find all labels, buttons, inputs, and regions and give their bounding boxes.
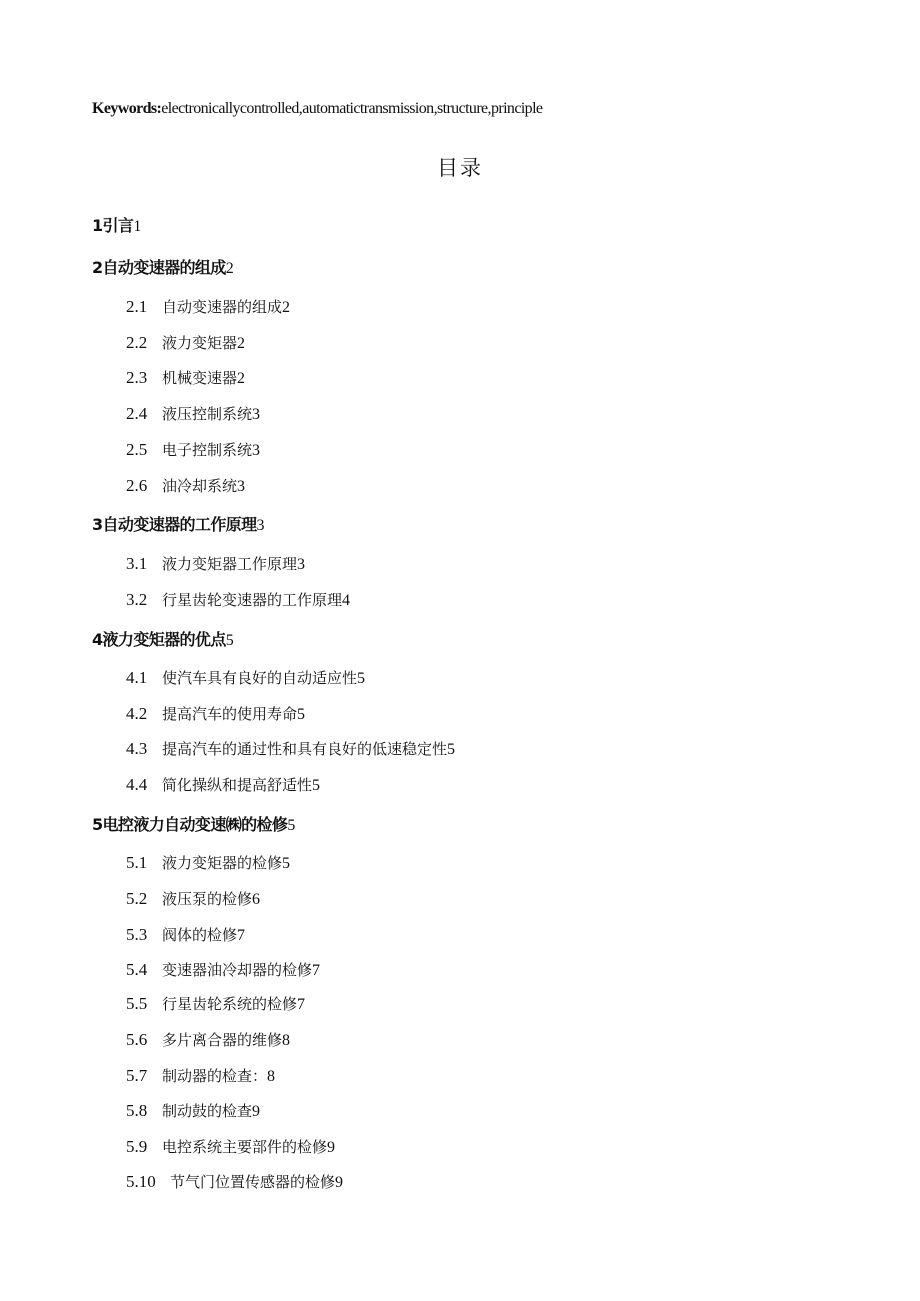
- toc-section-number: 5.9: [126, 1137, 148, 1156]
- toc-section: [126, 739, 455, 760]
- toc-section: [126, 1137, 335, 1158]
- toc-section-number: 5.4: [126, 960, 148, 979]
- toc-entry-title: 阀体的检修: [162, 926, 238, 944]
- toc-section-number: 2.3: [126, 368, 148, 387]
- toc-chapter: [92, 815, 295, 836]
- toc-section-number: 4.1: [126, 668, 148, 687]
- toc-entry-title: 液力变矩器工作原理: [162, 555, 298, 573]
- toc-section: [126, 297, 290, 318]
- toc-entry-title: 液力变矩器的检修: [162, 854, 283, 872]
- toc-section-number: 2.6: [126, 476, 148, 495]
- toc-page-number: 3: [237, 478, 246, 495]
- toc-entry-title: 液压泵的检修: [162, 890, 253, 908]
- toc-page-number: 1: [133, 218, 141, 235]
- toc-page-number: 3: [297, 556, 306, 573]
- toc-page-number: 5: [297, 706, 306, 723]
- toc-section: [126, 404, 260, 425]
- toc-section: [126, 1172, 343, 1193]
- toc-section-number: 5.6: [126, 1030, 148, 1049]
- toc-title: 目录: [437, 156, 483, 180]
- toc-entry-title: 油冷却系统: [162, 477, 238, 495]
- toc-section: [126, 440, 260, 461]
- toc-section-number: 5.5: [126, 994, 148, 1013]
- toc-page-number: 9: [335, 1174, 344, 1191]
- toc-page-number: 7: [237, 927, 246, 944]
- toc-section-number: 5.8: [126, 1101, 148, 1120]
- toc-page-number: 7: [297, 996, 306, 1013]
- toc-entry-title: 提高汽车的使用寿命: [162, 705, 298, 723]
- toc-entry-title: 提高汽车的通过性和具有良好的低速稳定性: [162, 740, 448, 758]
- toc-page-number: 8: [282, 1032, 291, 1049]
- toc-section: [126, 994, 305, 1015]
- keywords-line: [92, 100, 542, 118]
- keywords-text: electronicallycontrolled,automatictransmission,structure,principle: [161, 100, 543, 117]
- toc-page-number: 4: [342, 592, 351, 609]
- toc-page-number: 5: [225, 632, 234, 649]
- toc-section-number: 4.4: [126, 775, 148, 794]
- toc-entry-title: 2自动变速器的组成: [92, 258, 226, 277]
- toc-section: [126, 1101, 260, 1122]
- toc-page-number: 2: [237, 335, 246, 352]
- toc-entry-title: 自动变速器的组成: [162, 298, 283, 316]
- toc-entry-title: 行星齿轮系统的检修: [162, 995, 298, 1013]
- toc-page-number: 7: [312, 962, 321, 979]
- toc-section-number: 3.2: [126, 590, 148, 609]
- toc-section-number: 2.5: [126, 440, 148, 459]
- toc-section: [126, 775, 320, 796]
- toc-section: [126, 1066, 275, 1087]
- toc-page-number: 5: [312, 777, 321, 794]
- toc-entry-title: 液压控制系统: [162, 405, 253, 423]
- toc-section-number: 5.3: [126, 925, 148, 944]
- toc-entry-title: 制动器的检查：: [162, 1067, 268, 1085]
- toc-section-number: 2.2: [126, 333, 148, 352]
- toc-entry-title: 5电控液力自动变速㈱的检修: [92, 815, 288, 834]
- toc-section-number: 4.3: [126, 739, 148, 758]
- toc-page-number: 9: [327, 1139, 336, 1156]
- toc-page-number: 8: [267, 1068, 276, 1085]
- toc-entry-title: 变速器油冷却器的检修: [162, 961, 313, 979]
- toc-page-number: 9: [252, 1103, 261, 1120]
- toc-entry-title: 行星齿轮变速器的工作原理: [162, 591, 343, 609]
- toc-section: [126, 853, 290, 874]
- toc-section-number: 4.2: [126, 704, 148, 723]
- toc-entry-title: 使汽车具有良好的自动适应性: [162, 669, 358, 687]
- toc-page-number: 5: [447, 741, 456, 758]
- keywords-label: Keywords:: [92, 100, 162, 117]
- toc-section: [126, 333, 245, 354]
- toc-page-number: 3: [252, 406, 261, 423]
- toc-page-number: 2: [282, 299, 291, 316]
- toc-chapter: [92, 216, 141, 237]
- toc-page-number: 2: [225, 260, 234, 277]
- toc-entry-title: 1引言: [92, 216, 134, 235]
- toc-page-number: 2: [237, 370, 246, 387]
- toc-page-number: 6: [252, 891, 261, 908]
- toc-section-number: 5.7: [126, 1066, 148, 1085]
- toc-entry-title: 液力变矩器: [162, 334, 238, 352]
- toc-section-number: 5.10: [126, 1172, 156, 1191]
- toc-section: [126, 889, 260, 910]
- toc-section-number: 3.1: [126, 554, 148, 573]
- toc-page-number: 5: [287, 817, 295, 834]
- toc-section: [126, 368, 245, 389]
- toc-entry-title: 4液力变矩器的优点: [92, 630, 226, 649]
- toc-chapter: [92, 515, 264, 536]
- toc-section-number: 2.1: [126, 297, 148, 316]
- toc-entry-title: 3自动变速器的工作原理: [92, 515, 257, 534]
- toc-page-number: 5: [282, 855, 291, 872]
- toc-section: [126, 960, 320, 981]
- toc-section-number: 5.2: [126, 889, 148, 908]
- toc-entry-title: 电子控制系统: [162, 441, 253, 459]
- toc-entry-title: 多片离合器的维修: [162, 1031, 283, 1049]
- toc-page-number: 5: [357, 670, 366, 687]
- toc-chapter: [92, 630, 233, 651]
- toc-entry-title: 节气门位置传感器的检修: [170, 1173, 336, 1191]
- toc-section: [126, 704, 305, 725]
- toc-section: [126, 554, 305, 575]
- toc-section: [126, 1030, 290, 1051]
- toc-section: [126, 590, 350, 611]
- toc-section: [126, 925, 245, 946]
- toc-entry-title: 制动鼓的检查: [162, 1102, 253, 1120]
- toc-entry-title: 电控系统主要部件的检修: [162, 1138, 328, 1156]
- toc-page-number: 3: [252, 442, 261, 459]
- toc-chapter: [92, 258, 233, 279]
- toc-section-number: 2.4: [126, 404, 148, 423]
- toc-entry-title: 简化操纵和提高舒适性: [162, 776, 313, 794]
- toc-entry-title: 机械变速器: [162, 369, 238, 387]
- toc-section: [126, 668, 365, 689]
- toc-section: [126, 476, 245, 497]
- toc-section-number: 5.1: [126, 853, 148, 872]
- toc-page-number: 3: [256, 517, 264, 534]
